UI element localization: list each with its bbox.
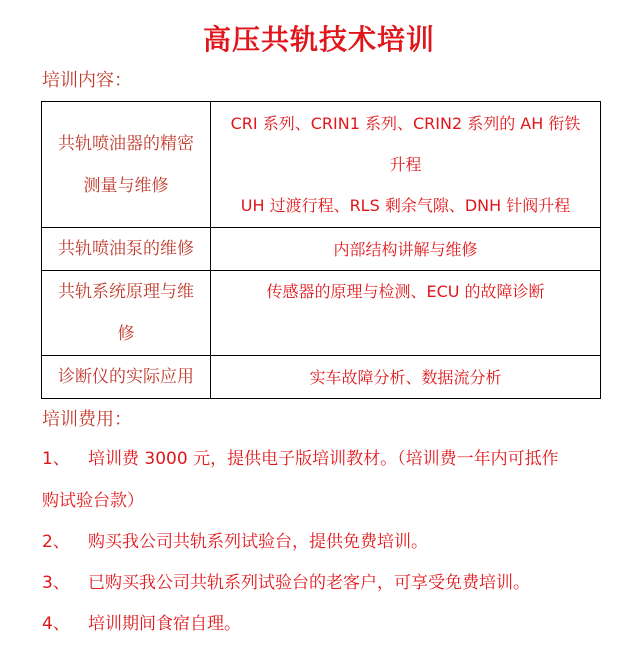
fee-text: 已购买我公司共轨系列试验台的老客户，可享受免费培训。: [88, 573, 530, 593]
detail-line: 实车故障分析、数据流分析: [309, 367, 502, 387]
detail-cell: [211, 228, 601, 271]
fee-item-1: [42, 438, 602, 522]
table-row: [42, 228, 601, 271]
topic-line: 诊断仪的实际应用: [58, 367, 194, 387]
fee-item-4: [42, 603, 602, 645]
topic-line: 共轨喷油泵的维修: [58, 239, 194, 259]
fee-text: 购买我公司共轨系列试验台，提供免费培训。: [88, 532, 428, 552]
table-row: [42, 102, 601, 228]
topic-line: 测量与维修: [83, 175, 169, 196]
topic-cell: [42, 271, 211, 356]
detail-line: 内部结构讲解与维修: [333, 239, 478, 259]
topic-line: 共轨系统原理与维: [58, 282, 194, 302]
fee-item-2: [42, 521, 602, 563]
topic-line: 修: [117, 324, 135, 344]
topic-cell: [42, 102, 211, 228]
detail-line: 传感器的原理与检测、ECU 的故障诊断: [266, 282, 545, 301]
training-content-label: 培训内容：: [42, 70, 132, 91]
fee-item-3: [42, 562, 602, 604]
topic-cell: [42, 356, 211, 399]
fee-number: 2、: [42, 532, 70, 552]
fee-number: 1、: [42, 449, 70, 469]
topic-line: 共轨喷油器的精密: [58, 133, 194, 154]
fee-text: 培训费 3000 元，提供电子版培训教材。（培训费一年内可抵作: [88, 449, 559, 469]
training-fee-label: 培训费用：: [42, 409, 132, 430]
fee-number: 4、: [42, 614, 70, 634]
topic-cell: [42, 228, 211, 271]
detail-line: CRI 系列、CRIN1 系列、CRIN2 系列的 AH 衔铁: [230, 114, 581, 133]
fee-text: 培训期间食宿自理。: [88, 614, 241, 634]
detail-cell: [211, 102, 601, 228]
detail-cell: [211, 356, 601, 399]
detail-line: UH 过渡行程、RLS 剩余气隙、DNH 针阀升程: [240, 196, 571, 215]
table-row: [42, 356, 601, 399]
detail-cell: [211, 271, 601, 356]
page-title: 高压共轨技术培训: [202, 23, 435, 56]
fee-number: 3、: [42, 573, 70, 593]
fee-text-continued: 购试验台款）: [42, 491, 144, 511]
table-row: [42, 271, 601, 356]
training-content-table: [41, 101, 601, 399]
detail-line: 升程: [389, 155, 422, 174]
